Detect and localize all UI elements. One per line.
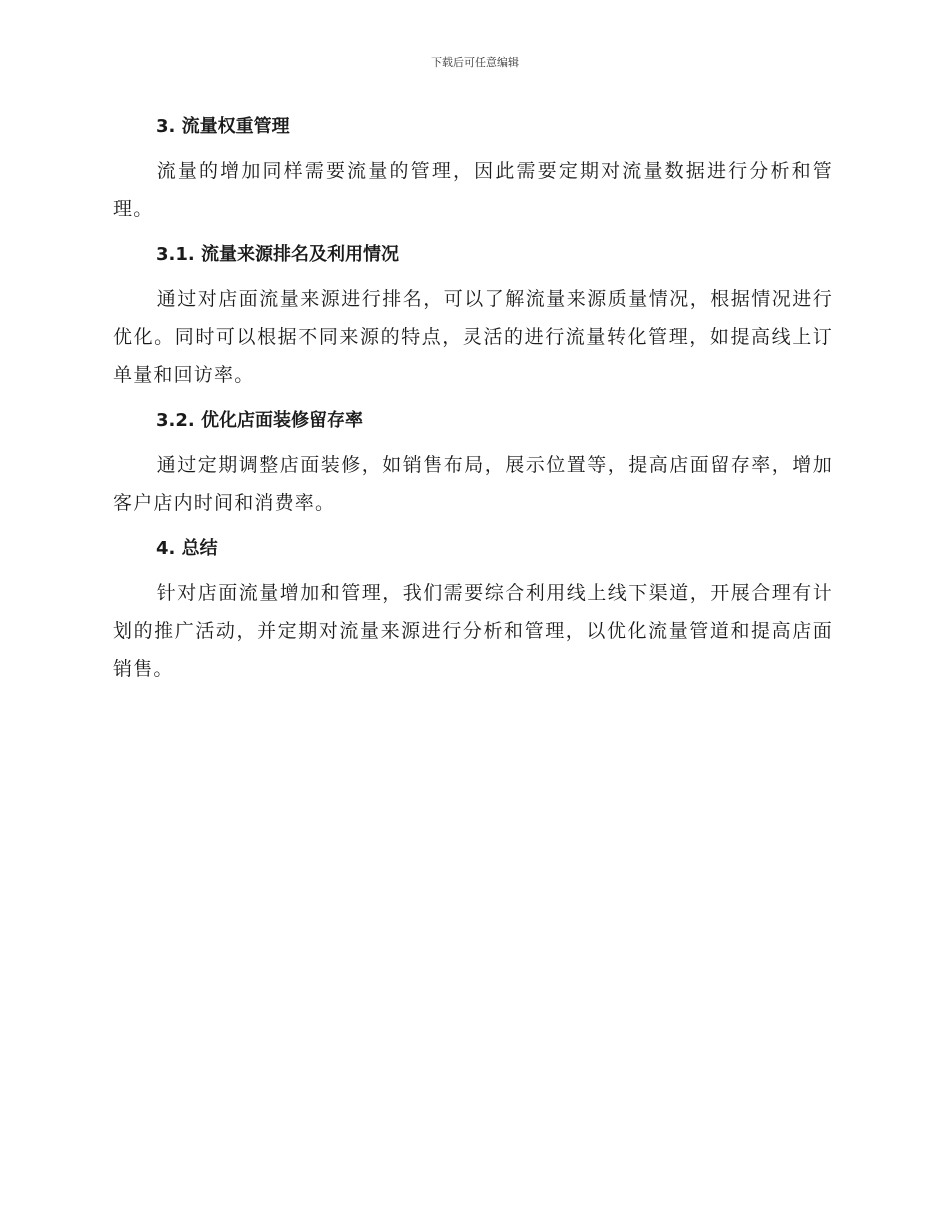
section-paragraph-retention: 通过定期调整店面装修，如销售布局，展示位置等，提高店面留存率，增加客户店内时间和消费率。 xyxy=(113,454,833,514)
section-heading-traffic-weight: 3. 流量权重管理 xyxy=(156,116,290,137)
document-body xyxy=(113,112,833,688)
section-paragraph-traffic-weight: 流量的增加同样需要流量的管理，因此需要定期对流量数据进行分析和管理。 xyxy=(113,160,833,220)
section-heading-summary: 4. 总结 xyxy=(156,538,218,559)
page-header: 下载后可任意编辑 xyxy=(431,56,519,69)
section-heading-retention: 3.2. 优化店面装修留存率 xyxy=(156,410,363,431)
section-heading-source-ranking: 3.1. 流量来源排名及利用情况 xyxy=(156,244,399,265)
section-paragraph-source-ranking: 通过对店面流量来源进行排名，可以了解流量来源质量情况，根据情况进行优化。同时可以根据不同来源的特点，灵活的进行流量转化管理，如提高线上订单量和回访率。 xyxy=(113,288,833,386)
section-paragraph-summary: 针对店面流量增加和管理，我们需要综合利用线上线下渠道，开展合理有计划的推广活动，并定期对流量来源进行分析和管理，以优化流量管道和提高店面销售。 xyxy=(113,582,833,680)
